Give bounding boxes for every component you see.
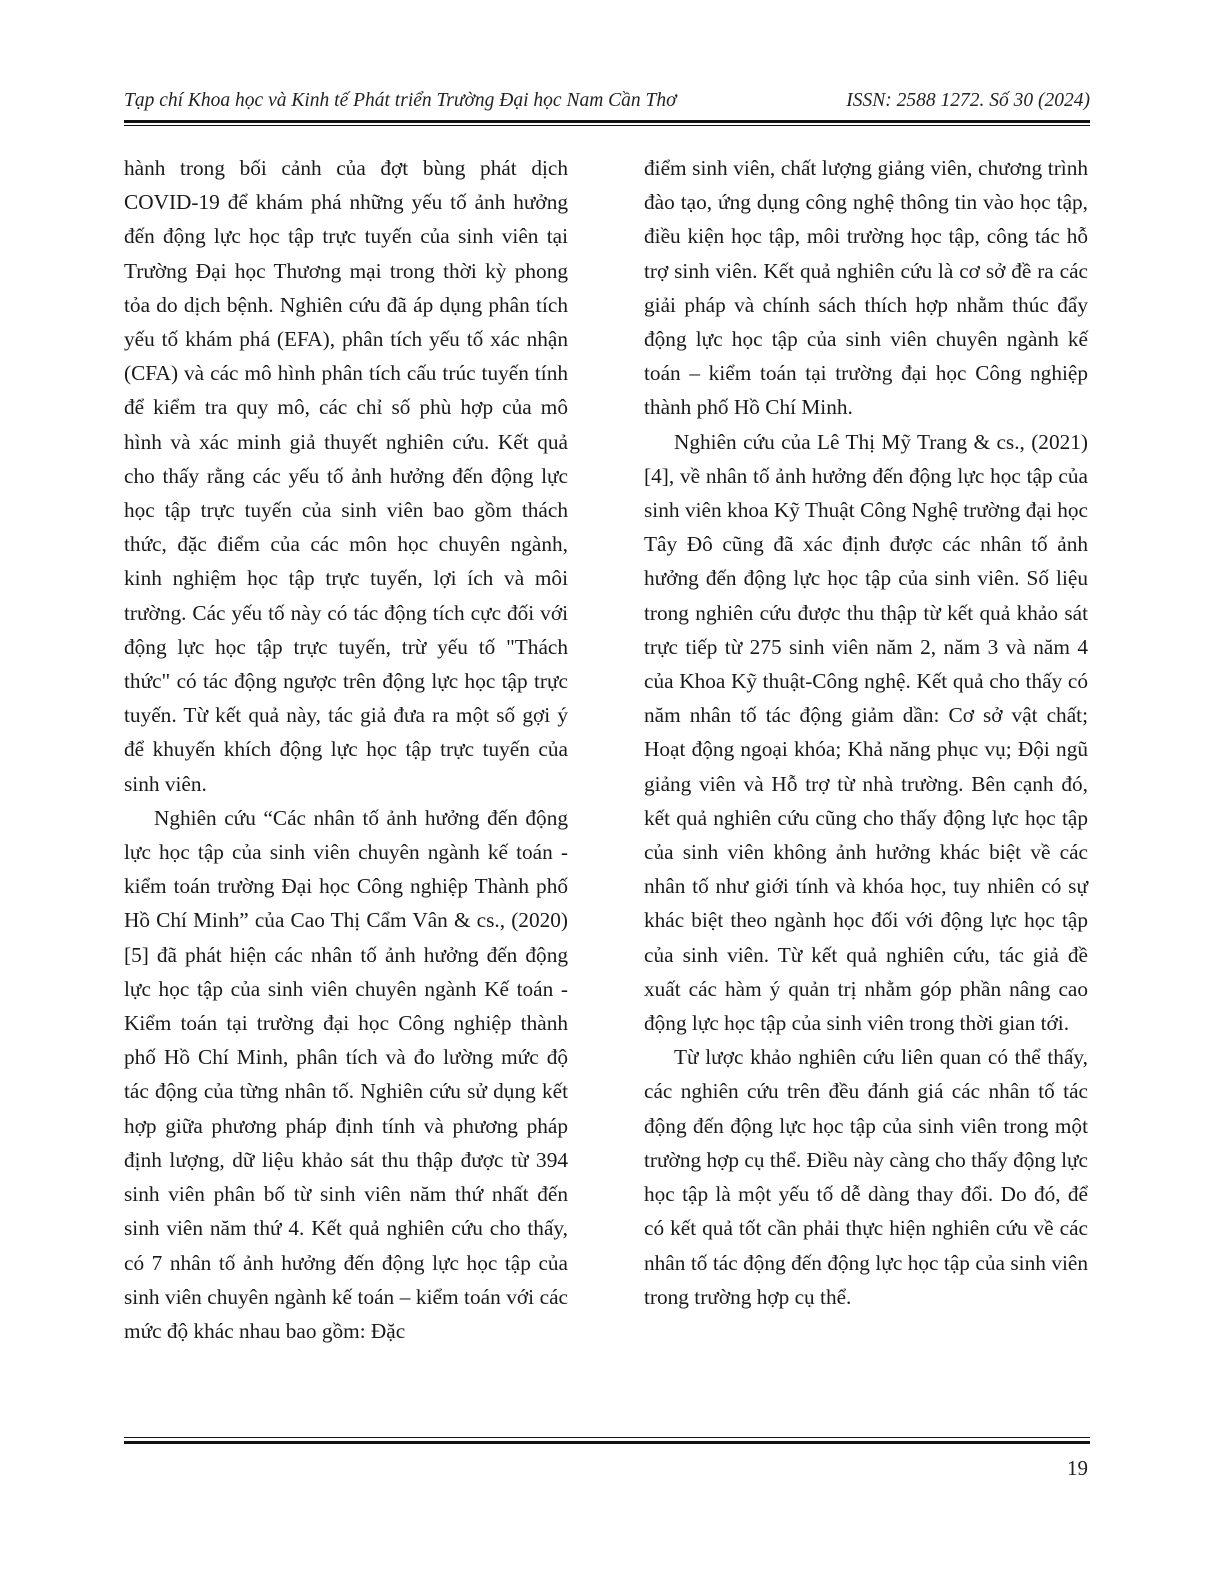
- right-column: [644, 151, 1088, 1314]
- right-paragraph-3: Từ lược khảo nghiên cứu liên quan có thể thấy, các nghiên cứu trên đều đánh giá các nhân tố tác động đến động lực học tập của sinh viên trong một trường hợp cụ thể. Điều này càng cho thấy động lực học tập là một yếu tố dễ dàng thay đổi. Do đó, để có kết quả tốt cần phải thực hiện nghiên cứu về các nhân tố tác động đến động lực học tập của sinh viên trong trường hợp cụ thể.: [644, 1045, 1088, 1309]
- left-column: [124, 151, 568, 1348]
- page-number: 19: [1067, 1456, 1088, 1480]
- header-rule-thin: [124, 125, 1090, 126]
- issn-issue: ISSN: 2588 1272. Số 30 (2024): [846, 90, 1090, 111]
- footer-rule-thin: [124, 1437, 1090, 1438]
- left-paragraph-2: Nghiên cứu “Các nhân tố ảnh hưởng đến động lực học tập của sinh viên chuyên ngành kế toán - kiểm toán trường Đại học Công nghiệp Thành phố Hồ Chí Minh” của Cao Thị Cẩm Vân & cs., (2020) [5] đã phát hiện các nhân tố ảnh hưởng đến động lực học tập của sinh viên chuyên ngành Kế toán - Kiểm toán tại trường đại học Công nghiệp thành phố Hồ Chí Minh, phân tích và đo lường mức độ tác động của từng nhân tố. Nghiên cứu sử dụng kết hợp giữa phương pháp định tính và phương pháp định lượng, dữ liệu khảo sát thu thập được từ 394 sinh viên phân bố từ sinh viên năm thứ nhất đến sinh viên năm thứ 4. Kết quả nghiên cứu cho thấy, có 7 nhân tố ảnh hưởng đến động lực học tập của sinh viên chuyên ngành kế toán – kiểm toán với các mức độ khác nhau bao gồm: Đặc: [124, 805, 568, 1343]
- journal-title: Tạp chí Khoa học và Kinh tế Phát triển Trường Đại học Nam Cần Thơ: [124, 90, 677, 111]
- right-paragraph-1: điểm sinh viên, chất lượng giảng viên, chương trình đào tạo, ứng dụng công nghệ thông tin vào học tập, điều kiện học tập, môi trường học tập, công tác hỗ trợ sinh viên. Kết quả nghiên cứu là cơ sở đề ra các giải pháp và chính sách thích hợp nhằm thúc đẩy động lực học tập của sinh viên chuyên ngành kế toán – kiểm toán tại trường đại học Công nghiệp thành phố Hồ Chí Minh.: [644, 156, 1088, 420]
- running-header: [124, 90, 1090, 116]
- left-paragraph-1: hành trong bối cảnh của đợt bùng phát dịch COVID-19 để khám phá những yếu tố ảnh hưởng đến động lực học tập trực tuyến của sinh viên tại Trường Đại học Thương mại trong thời kỳ phong tỏa do dịch bệnh. Nghiên cứu đã áp dụng phân tích yếu tố khám phá (EFA), phân tích yếu tố xác nhận (CFA) và các mô hình phân tích cấu trúc tuyến tính để kiểm tra quy mô, các chỉ số phù hợp của mô hình và xác minh giả thuyết nghiên cứu. Kết quả cho thấy rằng các yếu tố ảnh hưởng đến động lực học tập trực tuyến của sinh viên bao gồm thách thức, đặc điểm của các môn học chuyên ngành, kinh nghiệm học tập trực tuyến, lợi ích và môi trường. Các yếu tố này có tác động tích cực đối với động lực học tập trực tuyến, trừ yếu tố "Thách thức" có tác động ngược trên động lực học tập trực tuyến. Từ kết quả này, tác giả đưa ra một số gợi ý để khuyến khích động lực học tập trực tuyến của sinh viên.: [124, 156, 568, 796]
- footer-rule-thick: [124, 1441, 1090, 1444]
- header-rule-thick: [124, 120, 1090, 123]
- right-paragraph-2: Nghiên cứu của Lê Thị Mỹ Trang & cs., (2021) [4], về nhân tố ảnh hưởng đến động lực học tập của sinh viên khoa Kỹ Thuật Công Nghệ trường đại học Tây Đô cũng đã xác định được các nhân tố ảnh hưởng đến động lực học tập của sinh viên. Số liệu trong nghiên cứu được thu thập từ kết quả khảo sát trực tiếp từ 275 sinh viên năm 2, năm 3 và năm 4 của Khoa Kỹ thuật-Công nghệ. Kết quả cho thấy có năm nhân tố tác động giảm dần: Cơ sở vật chất; Hoạt động ngoại khóa; Khả năng phục vụ; Đội ngũ giảng viên và Hỗ trợ từ nhà trường. Bên cạnh đó, kết quả nghiên cứu cũng cho thấy động lực học tập của sinh viên không ảnh hưởng khác biệt về các nhân tố như giới tính và khóa học, tuy nhiên có sự khác biệt theo ngành học đối với động lực học tập của sinh viên. Từ kết quả nghiên cứu, tác giả đề xuất các hàm ý quản trị nhằm góp phần nâng cao động lực học tập của sinh viên trong thời gian tới.: [644, 429, 1088, 1036]
